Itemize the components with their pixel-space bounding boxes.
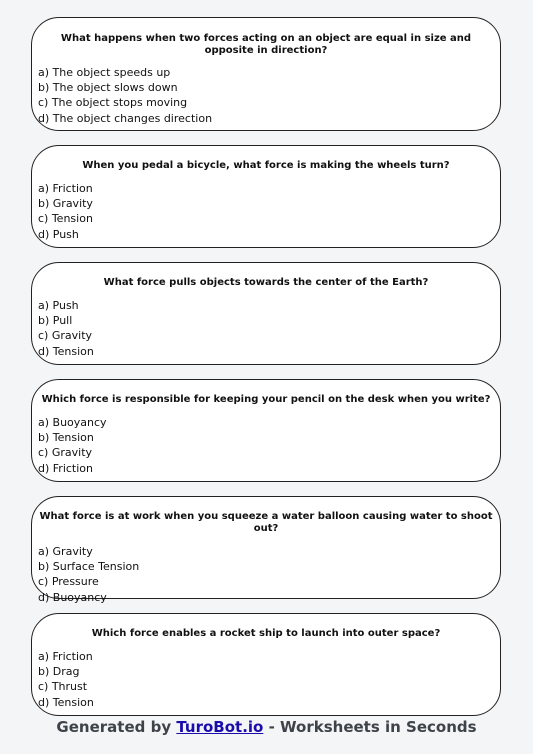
option-d: d) The object changes direction: [38, 111, 213, 125]
option-c: c) Gravity: [38, 446, 93, 460]
option-list: [32, 65, 500, 126]
option-b: b) Drag: [38, 665, 80, 679]
option-d: d) Tension: [38, 695, 94, 709]
option-a: a) Buoyancy: [38, 416, 107, 429]
option-b: b) Gravity: [38, 197, 93, 211]
question-card-1: [31, 17, 501, 131]
option-list: [32, 298, 500, 359]
option-list: [32, 415, 500, 476]
option-a: a) Friction: [38, 650, 93, 663]
option-b: b) Surface Tension: [38, 560, 140, 574]
turobot-link[interactable]: TuroBot.io: [176, 718, 264, 736]
option-b: b) Pull: [38, 314, 73, 328]
footer-suffix: - Worksheets in Seconds: [263, 718, 477, 736]
question-card-3: [31, 262, 501, 365]
footer: [0, 718, 533, 736]
option-list: [32, 181, 500, 242]
footer-prefix: Generated by: [56, 718, 177, 736]
option-c: c) Pressure: [38, 575, 99, 589]
option-c: c) Gravity: [38, 329, 93, 343]
option-a: a) Gravity: [38, 545, 93, 558]
question-card-2: [31, 145, 501, 248]
option-c: c) Tension: [38, 212, 93, 226]
option-c: c) The object stops moving: [38, 96, 188, 110]
option-list: [32, 649, 500, 710]
question-text: What happens when two forces acting on an object are equal in size and opposite in direction?: [60, 33, 472, 56]
question-text: What force is at work when you squeeze a water balloon causing water to shoot out?: [39, 511, 493, 534]
option-a: a) Push: [38, 299, 79, 312]
option-b: b) Tension: [38, 431, 94, 445]
option-c: c) Thrust: [38, 680, 88, 694]
option-d: d) Friction: [38, 461, 93, 475]
question-card-6: [31, 613, 501, 716]
option-d: d) Push: [38, 227, 79, 241]
option-d: d) Buoyancy: [38, 590, 107, 604]
question-text: Which force is responsible for keeping your pencil on the desk when you write?: [41, 394, 491, 405]
question-card-5: [31, 496, 501, 604]
option-a: a) Friction: [38, 182, 93, 195]
option-b: b) The object slows down: [38, 81, 178, 95]
option-a: a) The object speeds up: [38, 66, 171, 79]
option-d: d) Tension: [38, 344, 94, 358]
option-list: [32, 544, 500, 605]
question-text: What force pulls objects towards the center of the Earth?: [103, 277, 429, 288]
question-text: When you pedal a bicycle, what force is making the wheels turn?: [82, 160, 450, 171]
question-text: Which force enables a rocket ship to launch into outer space?: [91, 628, 441, 639]
question-card-4: [31, 379, 501, 482]
